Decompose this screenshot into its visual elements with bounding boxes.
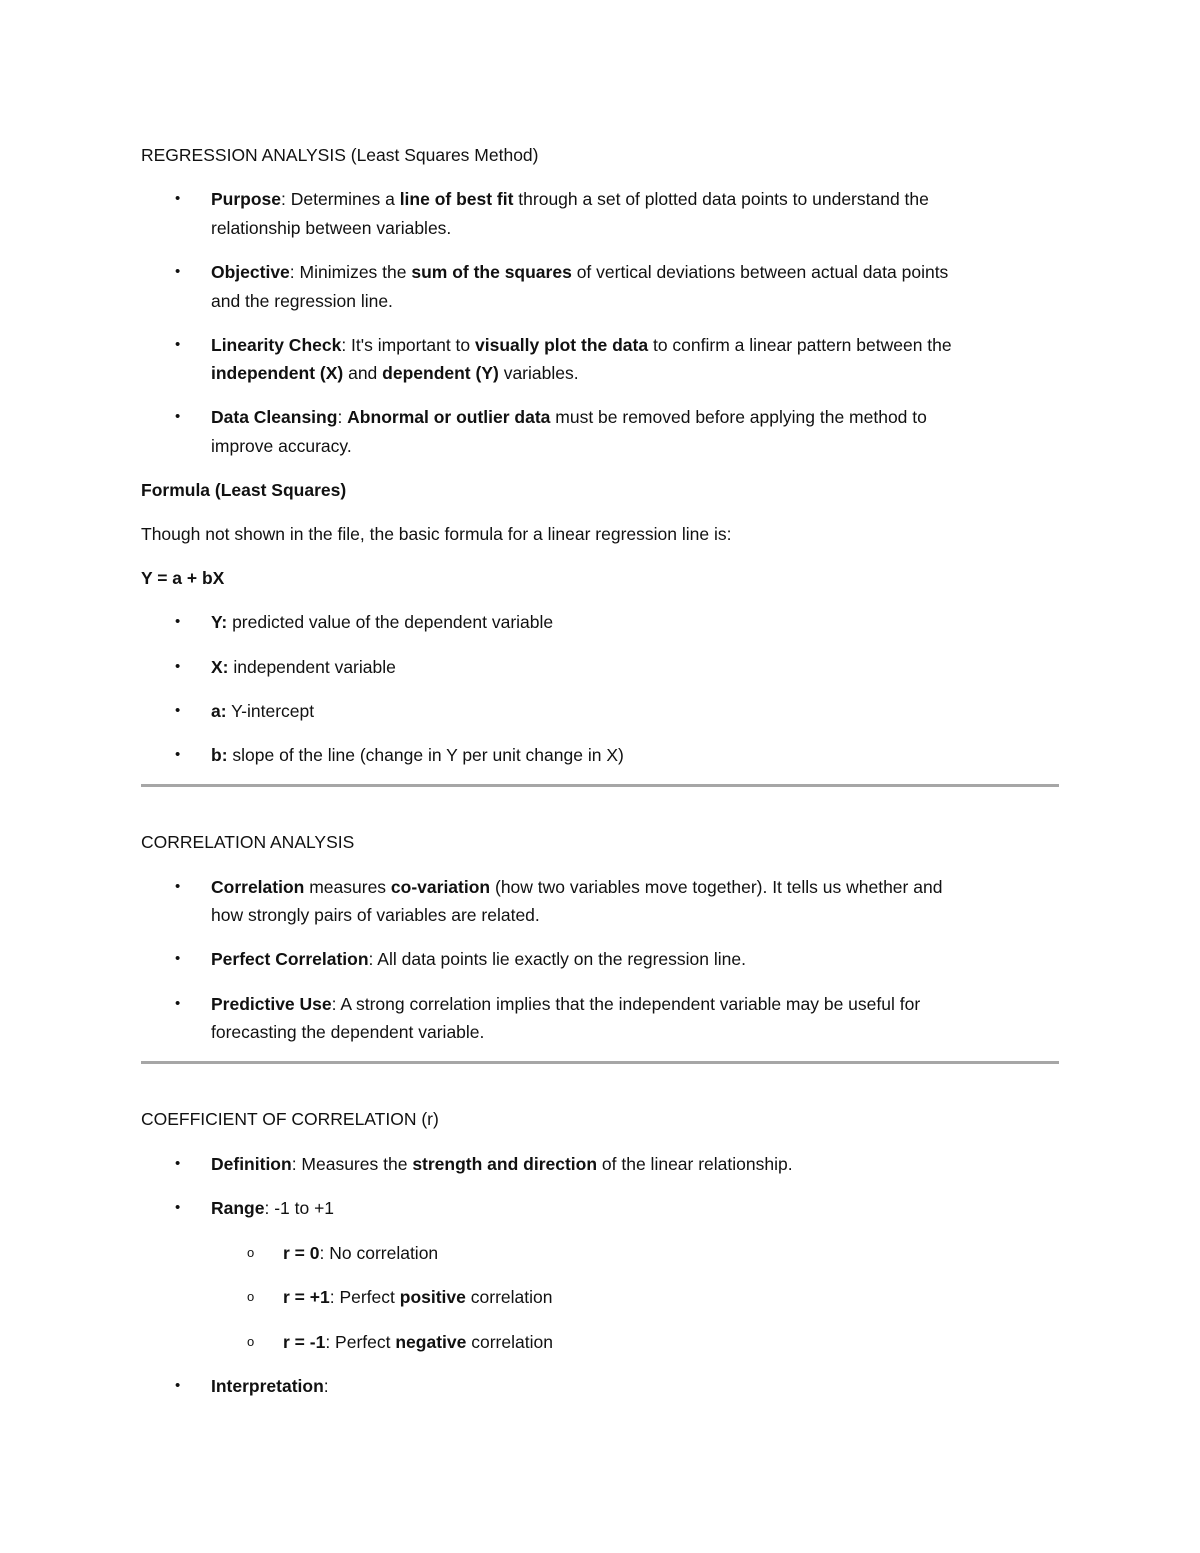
bullet-icon: • (175, 1155, 181, 1172)
bullet-icon: • (175, 336, 181, 353)
text-run: and the regression line. (211, 291, 393, 311)
regression-bullet-1-line-2 (211, 216, 451, 240)
bullet-icon: • (175, 658, 181, 675)
text-run: : Measures the (291, 1154, 413, 1174)
text-run: : A strong correlation implies that the independent variable may be useful for (331, 994, 921, 1014)
text-run: : Determines a (281, 189, 400, 209)
bullet-icon: • (175, 995, 181, 1012)
text-run: how strongly pairs of variables are related. (211, 905, 540, 925)
text-run: (how two variables move together). It tells us whether and (490, 877, 943, 897)
bold-text-run: Abnormal or outlier data (347, 407, 551, 427)
text-run: : It's important to (341, 335, 475, 355)
text-run: through a set of plotted data points to understand the (513, 189, 929, 209)
text-run: correlation (466, 1332, 553, 1352)
bold-text-run: dependent (Y) (382, 363, 499, 383)
range-subitem-negative (283, 1330, 553, 1354)
bold-text-run: positive (399, 1287, 466, 1307)
bold-text-run: Predictive Use (211, 994, 332, 1014)
bold-text-run: Objective (211, 262, 290, 282)
regression-bullet-1-line-1 (211, 187, 929, 211)
text-run: variables. (498, 363, 579, 383)
sub-bullet-icon: o (247, 1245, 255, 1260)
sub-bullet-icon: o (247, 1334, 255, 1349)
term-label: b: (211, 745, 228, 765)
bold-text-run: independent (X) (211, 363, 344, 383)
correlation-bullet-1-line-1 (211, 875, 942, 899)
sub-bullet-icon: o (247, 1289, 255, 1304)
coefficient-interpretation (211, 1374, 329, 1398)
formula-term-x (211, 655, 396, 679)
formula-equation: Y = a + bX (141, 568, 225, 588)
bold-text-run: r = 0 (283, 1243, 320, 1263)
text-run: and (343, 363, 383, 383)
formula-intro: Though not shown in the file, the basic formula for a linear regression line is: (141, 524, 732, 544)
bullet-icon: • (175, 1199, 181, 1216)
text-run: : Minimizes the (289, 262, 412, 282)
term-label: a: (211, 701, 227, 721)
bullet-icon: • (175, 746, 181, 763)
range-subitem-positive (283, 1285, 552, 1309)
text-run: to confirm a linear pattern between the (648, 335, 952, 355)
bold-text-run: Linearity Check (211, 335, 342, 355)
correlation-bullet-3-line-1 (211, 992, 920, 1016)
correlation-heading: CORRELATION ANALYSIS (141, 832, 355, 852)
bold-text-run: Correlation (211, 877, 305, 897)
bold-text-run: r = +1 (283, 1287, 330, 1307)
regression-bullet-4-line-2 (211, 434, 352, 458)
text-run: measures (304, 877, 391, 897)
text-run: : Perfect (325, 1332, 396, 1352)
regression-bullet-2-line-1 (211, 260, 948, 284)
text-run: : Perfect (329, 1287, 400, 1307)
horizontal-divider (141, 784, 1059, 787)
bullet-icon: • (175, 263, 181, 280)
term-description: slope of the line (change in Y per unit change in X) (227, 745, 624, 765)
bold-text-run: sum of the squares (411, 262, 572, 282)
bold-text-run: r = -1 (283, 1332, 326, 1352)
term-label: X: (211, 657, 229, 677)
correlation-bullet-2-line-1 (211, 947, 746, 971)
bullet-icon: • (175, 1377, 181, 1394)
bold-text-run: negative (395, 1332, 467, 1352)
bold-text-run: Definition (211, 1154, 292, 1174)
term-description: Y-intercept (226, 701, 315, 721)
coefficient-definition (211, 1152, 793, 1176)
formula-heading: Formula (Least Squares) (141, 480, 347, 500)
bold-text-run: strength and direction (412, 1154, 598, 1174)
regression-bullet-2-line-2 (211, 289, 393, 313)
correlation-bullet-1-line-2 (211, 903, 540, 927)
bold-text-run: Interpretation (211, 1376, 324, 1396)
text-run: : (323, 1376, 329, 1396)
regression-heading: REGRESSION ANALYSIS (Least Squares Method) (141, 145, 539, 165)
text-run: : -1 to +1 (264, 1198, 335, 1218)
bullet-icon: • (175, 190, 181, 207)
text-run: of vertical deviations between actual data points (571, 262, 949, 282)
bold-text-run: Range (211, 1198, 265, 1218)
formula-term-y (211, 610, 553, 634)
formula-term-a (211, 699, 314, 723)
bullet-icon: • (175, 950, 181, 967)
bold-text-run: Purpose (211, 189, 282, 209)
bullet-icon: • (175, 702, 181, 719)
text-run: of the linear relationship. (597, 1154, 793, 1174)
term-description: predicted value of the dependent variable (227, 612, 554, 632)
coefficient-heading: COEFFICIENT OF CORRELATION (r) (141, 1109, 439, 1129)
text-run: : No correlation (319, 1243, 439, 1263)
term-description: independent variable (228, 657, 396, 677)
text-run: correlation (465, 1287, 553, 1307)
regression-bullet-4-line-1 (211, 405, 927, 429)
text-run: improve accuracy. (211, 436, 352, 456)
bold-text-run: Perfect Correlation (211, 949, 369, 969)
text-run: relationship between variables. (211, 218, 452, 238)
term-label: Y: (211, 612, 228, 632)
bold-text-run: Data Cleansing (211, 407, 338, 427)
coefficient-range (211, 1196, 334, 1220)
bold-text-run: visually plot the data (475, 335, 649, 355)
bullet-icon: • (175, 408, 181, 425)
text-run: : All data points lie exactly on the regression line. (368, 949, 746, 969)
regression-bullet-3-line-2 (211, 361, 579, 385)
bold-text-run: co-variation (390, 877, 491, 897)
text-run: : (337, 407, 348, 427)
bullet-icon: • (175, 613, 181, 630)
text-run: must be removed before applying the method to (550, 407, 927, 427)
range-subitem-zero (283, 1241, 438, 1265)
regression-bullet-3-line-1 (211, 333, 952, 357)
correlation-bullet-3-line-2 (211, 1020, 484, 1044)
bullet-icon: • (175, 878, 181, 895)
horizontal-divider (141, 1061, 1059, 1064)
formula-term-b (211, 743, 624, 767)
text-run: forecasting the dependent variable. (211, 1022, 485, 1042)
bold-text-run: line of best fit (399, 189, 514, 209)
